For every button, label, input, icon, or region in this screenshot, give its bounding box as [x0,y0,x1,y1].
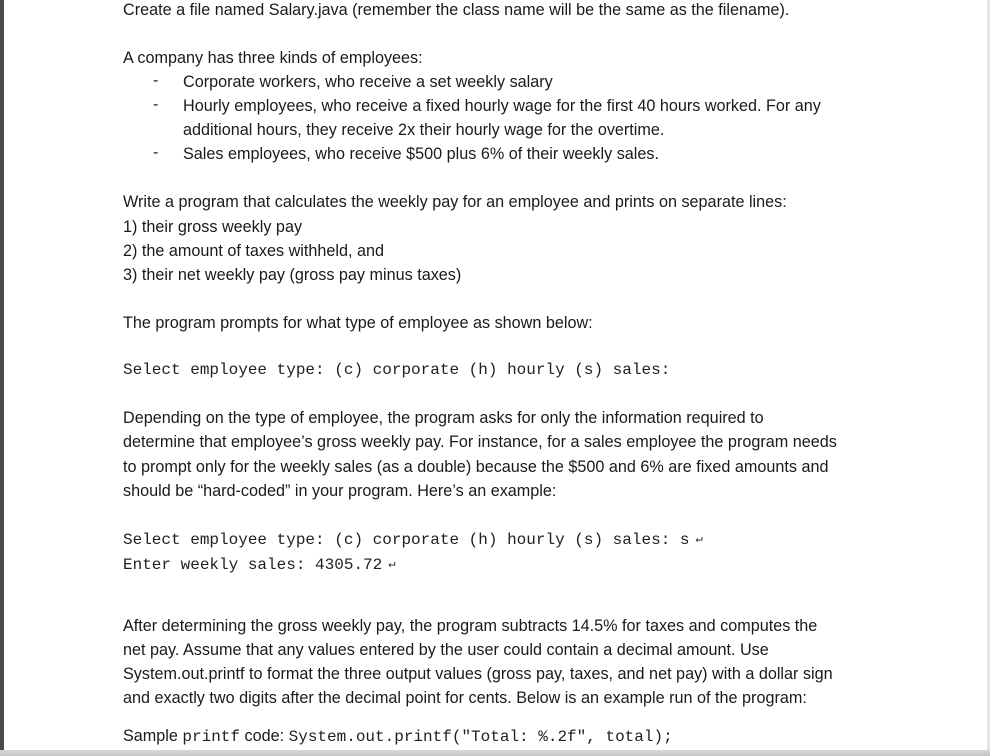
bullet-dash: - [153,96,159,113]
sample-code: System.out.printf("Total: %.2f", total); [288,728,673,746]
return-icon: ↵ [388,557,396,571]
after-line: System.out.printf to format the three output values (gross pay, taxes, and net pay) with a dollar sign [123,665,833,683]
employees-heading: A company has three kinds of employees: [123,49,423,67]
code-text: Select employee type: (c) corporate (h) hourly (s) sales: s [123,531,690,549]
after-line: and exactly two digits after the decimal point for cents. Below is an example run of the program: [123,689,807,707]
example-code-line [123,555,395,576]
prompt-intro: The program prompts for what type of employee as shown below: [123,314,593,332]
bullet-text: Corporate workers, who receive a set weekly salary [183,73,553,91]
bullet-text: Hourly employees, who receive a fixed hourly wage for the first 40 hours worked. For any [183,97,821,115]
task-line: Write a program that calculates the weekly pay for an employee and prints on separate lines: [123,193,787,211]
bullet-dash: - [153,72,159,89]
sample-printf-line [123,726,673,747]
depend-line: should be “hard-coded” in your program. Here’s an example: [123,482,557,500]
task-line: 3) their net weekly pay (gross pay minus taxes) [123,266,462,284]
code-text: Enter weekly sales: 4305.72 [123,556,383,574]
depend-line: determine that employee’s gross weekly pay. For instance, for a sales employee the program needs [123,433,837,451]
task-line: 1) their gross weekly pay [123,218,303,236]
prompt-code: Select employee type: (c) corporate (h) hourly (s) sales: [123,361,671,379]
page-left-border [0,0,4,756]
sample-label-code: printf [182,728,240,746]
intro-text: Create a file named Salary.java (remember the class name will be the same as the filename). [123,1,790,19]
task-line: 2) the amount of taxes withheld, and [123,242,384,260]
after-line: net pay. Assume that any values entered by the user could contain a decimal amount. Use [123,641,769,659]
depend-line: Depending on the type of employee, the program asks for only the information required to [123,409,764,427]
page-bottom-edge [0,750,990,756]
depend-line: to prompt only for the weekly sales (as a double) because the $500 and 6% are fixed amounts and [123,458,829,476]
bullet-text-continued: additional hours, they receive 2x their hourly wage for the overtime. [183,121,665,139]
after-line: After determining the gross weekly pay, the program subtracts 14.5% for taxes and computes the [123,617,818,635]
bullet-text: Sales employees, who receive $500 plus 6% of their weekly sales. [183,145,659,163]
sample-label-end: code: [240,727,289,745]
sample-label-start: Sample [123,727,183,745]
bullet-dash: - [153,144,159,161]
example-code-line [123,530,703,551]
return-icon: ↵ [695,532,703,546]
